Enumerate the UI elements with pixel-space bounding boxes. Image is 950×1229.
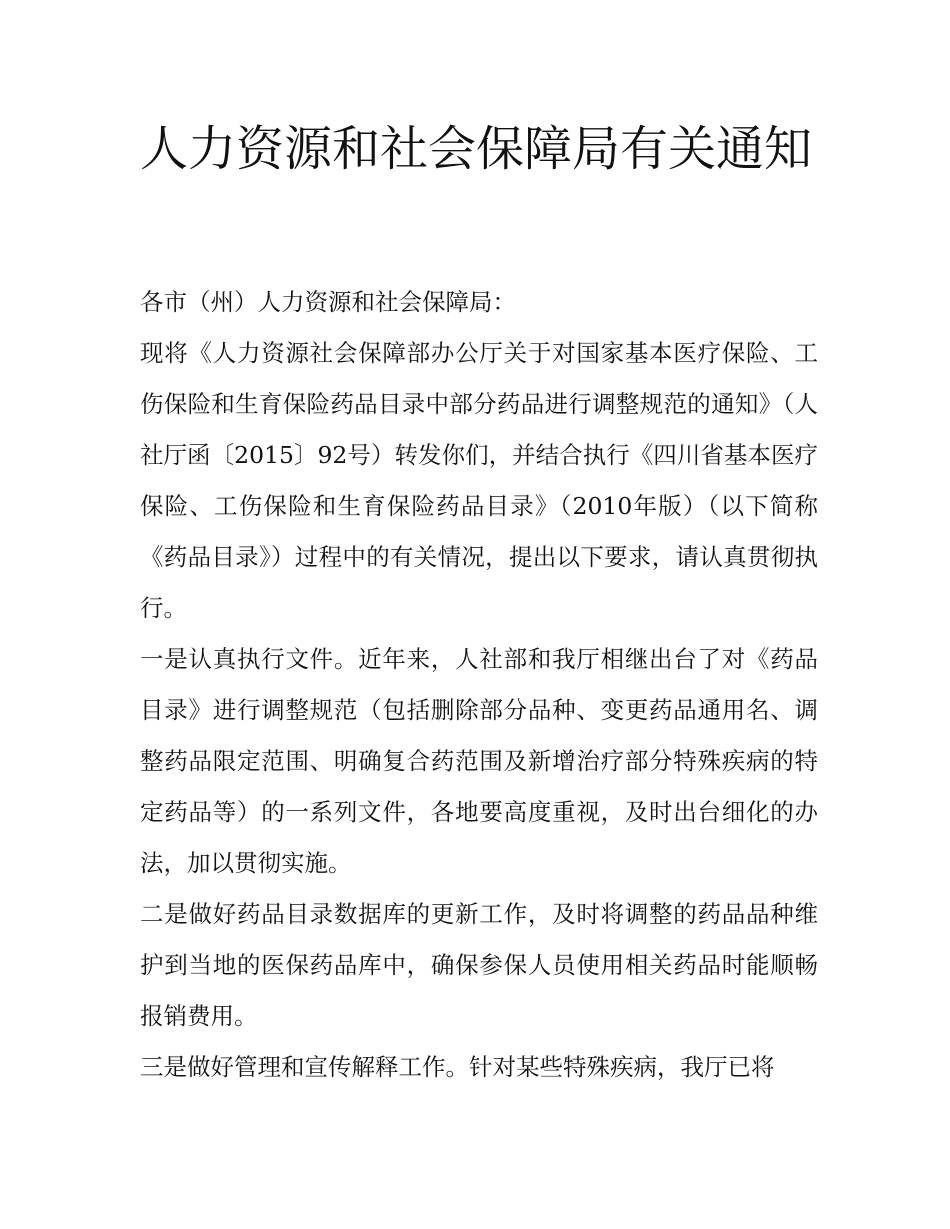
document-title: 人力资源和社会保障局有关通知 [140, 121, 813, 177]
intro-paragraph: 现将《人力资源社会保障部办公厅关于对国家基本医疗保险、工伤保险和生育保险药品目录中部分药品进行调整规范的通知》（人社厅函〔2015〕92号）转发你们，并结合执行《四川省基本医疗保险、工伤保险和生育保险药品目录》（2010年版）（以下简称《药品目录》）过程中的有关情况，提出以下要求，请认真贯彻执行。 [140, 339, 818, 622]
requirement-paragraph-3: 三是做好管理和宣传解释工作。针对某些特殊疾病，我厅已将 [140, 1053, 775, 1081]
document-body [140, 277, 818, 1093]
requirement-paragraph-2: 二是做好药品目录数据库的更新工作，及时将调整的药品品种维护到当地的医保药品库中，确保参保人员使用相关药品时能顺畅报销费用。 [140, 900, 818, 1030]
salutation-paragraph: 各市（州）人力资源和社会保障局： [140, 288, 516, 316]
requirement-paragraph-1: 一是认真执行文件。近年来，人社部和我厅相继出台了对《药品目录》进行调整规范（包括删除部分品种、变更药品通用名、调整药品限定范围、明确复合药范围及新增治疗部分特殊疾病的特定药品等）的一系列文件，各地要高度重视，及时出台细化的办法，加以贯彻实施。 [140, 645, 818, 877]
